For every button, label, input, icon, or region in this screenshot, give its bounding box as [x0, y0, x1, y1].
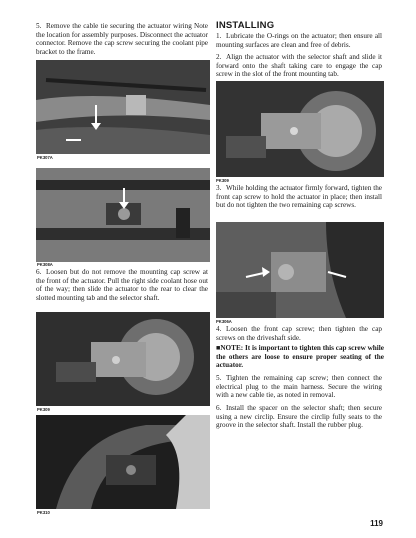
photo-pk308a: [36, 168, 210, 262]
photo-illustration: [216, 81, 384, 177]
photo-caption: PK308A: [37, 262, 53, 267]
photo-pk309: [36, 312, 210, 406]
page-number: 119: [370, 519, 383, 528]
photo-pk306a: [216, 222, 384, 318]
install-step-6: [216, 404, 382, 430]
step-number: 4.: [216, 325, 222, 333]
photo-caption: PK307A: [37, 155, 53, 160]
step-number: 5.: [36, 22, 42, 30]
step-number: 2.: [216, 53, 222, 61]
photo-illustration: [36, 415, 210, 509]
install-step-1: [216, 32, 382, 49]
photo-pk307a: [36, 60, 210, 154]
step-text: Install the spacer on the selector shaft; then secure using a new circlip. Ensure the circlip fully seats to the groove in the selector shaft. Install the rubber plug.: [216, 404, 382, 430]
step-text: Loosen the front cap screw; then tighten the cap screws on the driveshaft side.: [216, 325, 382, 342]
photo-illustration: [36, 60, 210, 154]
photo-illustration: [36, 168, 210, 262]
install-step-3: [216, 184, 382, 210]
install-step-2: [216, 53, 382, 79]
left-step-6: [36, 268, 208, 302]
step-number: 6.: [36, 268, 42, 276]
step-text: Remove the cable tie securing the actuator wiring Note the location for assembly purposes. Disconnect the actuator connector. Remove the cap screw securing the coolant pipe bracket to the frame.: [36, 22, 208, 56]
step-number: 3.: [216, 184, 222, 192]
left-step-5: [36, 22, 208, 56]
photo-caption: PK310: [37, 510, 50, 515]
photo-caption: PK309: [37, 407, 50, 412]
install-step-5: [216, 374, 382, 400]
photo-illustration: [36, 312, 210, 406]
step-number: 6.: [216, 404, 222, 412]
photo-caption: PK309: [216, 178, 229, 183]
step-text: Loosen but do not remove the mounting cap screw at the front of the actuator. Pull the right side coolant hose out of the way; then slide the actuator to the rear to clear the slotted mounting tab and the selector shaft.: [36, 268, 208, 302]
step-text: While holding the actuator firmly forward, tighten the front cap screw to hold the actuator in place; then install but do not tighten the two remaining cap screws.: [216, 184, 382, 210]
photo-pk310: [36, 415, 210, 509]
step-text: Lubricate the O-rings on the actuator; then ensure all mounting surfaces are clean and free of debris.: [216, 32, 382, 49]
step-text: Tighten the remaining cap screw; then connect the electrical plug to the main harness. Secure the wiring with a new cable tie, as noted in removal.: [216, 374, 382, 400]
step-number: 1.: [216, 32, 222, 40]
section-heading: INSTALLING: [216, 20, 275, 31]
install-step-4: [216, 325, 382, 342]
photo-illustration: [216, 222, 384, 318]
photo-caption: PK306A: [216, 319, 232, 324]
step-text: Align the actuator with the selector shaft and slide it forward onto the shaft taking care to engage the cap screw in the slot of the front mounting tab.: [216, 53, 382, 79]
step-number: 5.: [216, 374, 222, 382]
photo-pk309-right: [216, 81, 384, 177]
note-paragraph: ■NOTE: It is important to tighten this cap screw while the others are loose to ensure proper seating of the actuator.: [216, 344, 384, 370]
